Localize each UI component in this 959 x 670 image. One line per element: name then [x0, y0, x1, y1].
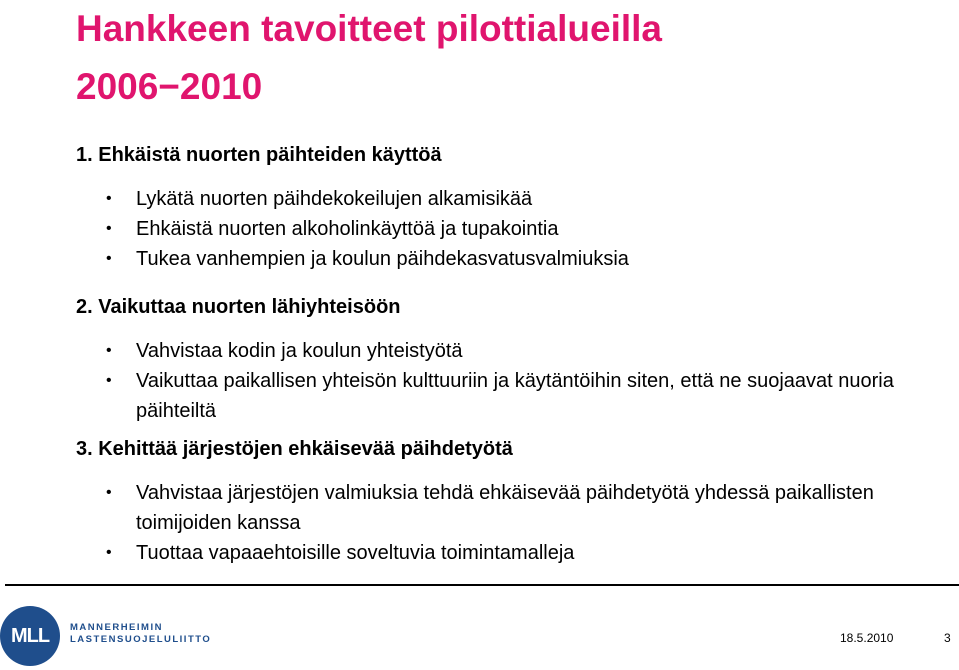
page-number: 3 — [944, 631, 951, 645]
section-heading: 2. Vaikuttaa nuorten lähiyhteisöön — [76, 296, 401, 318]
list-item — [76, 184, 936, 214]
list-item — [76, 478, 936, 538]
footer-date: 18.5.2010 — [840, 631, 894, 645]
section-heading: 3. Kehittää järjestöjen ehkäisevää päihdetyötä — [76, 438, 513, 460]
logo-wordmark — [70, 622, 211, 646]
bullet-icon: • — [106, 372, 112, 389]
slide-title — [76, 0, 936, 116]
list-item-text: Vaikuttaa paikallisen yhteisön kulttuuriin ja käytäntöihin siten, että ne suojaavat nuoria päihteiltä — [136, 370, 894, 422]
logo-line2: LASTENSUOJELULIITTO — [70, 634, 212, 645]
list-item — [76, 538, 936, 568]
list-item-text: Lykätä nuorten päihdekokeilujen alkamisikää — [136, 188, 533, 210]
list-item-text: Ehkäistä nuorten alkoholinkäyttöä ja tupakointia — [136, 218, 559, 240]
list-item — [76, 214, 936, 244]
slide-title-line2: 2006−2010 — [76, 66, 263, 107]
slide-content — [76, 140, 936, 576]
bullet-icon: • — [106, 190, 112, 207]
list-item-text: Vahvistaa järjestöjen valmiuksia tehdä ehkäisevää päihdetyötä yhdessä paikallisten toimijoiden kanssa — [136, 482, 874, 534]
mll-logo — [0, 600, 210, 665]
list-item-text: Vahvistaa kodin ja koulun yhteistyötä — [136, 340, 463, 362]
list-item — [76, 244, 936, 274]
list-item-text: Tuottaa vapaaehtoisille soveltuvia toimintamalleja — [136, 542, 575, 564]
bullet-icon: • — [106, 220, 112, 237]
section-2 — [76, 292, 936, 426]
logo-circle-icon: MLL — [0, 606, 60, 666]
slide-title-line1: Hankkeen tavoitteet pilottialueilla — [76, 8, 662, 49]
bullet-icon: • — [106, 250, 112, 267]
footer-divider — [5, 584, 959, 586]
bullet-icon: • — [106, 342, 112, 359]
bullet-icon: • — [106, 484, 112, 501]
bullet-list — [76, 478, 936, 568]
bullet-list — [76, 336, 936, 426]
section-heading: 1. Ehkäistä nuorten päihteiden käyttöä — [76, 144, 442, 166]
list-item — [76, 366, 936, 426]
section-3 — [76, 434, 936, 568]
logo-line1: MANNERHEIMIN — [70, 622, 163, 633]
list-item — [76, 336, 936, 366]
list-item-text: Tukea vanhempien ja koulun päihdekasvatusvalmiuksia — [136, 248, 629, 270]
section-1 — [76, 140, 936, 274]
bullet-icon: • — [106, 544, 112, 561]
bullet-list — [76, 184, 936, 274]
